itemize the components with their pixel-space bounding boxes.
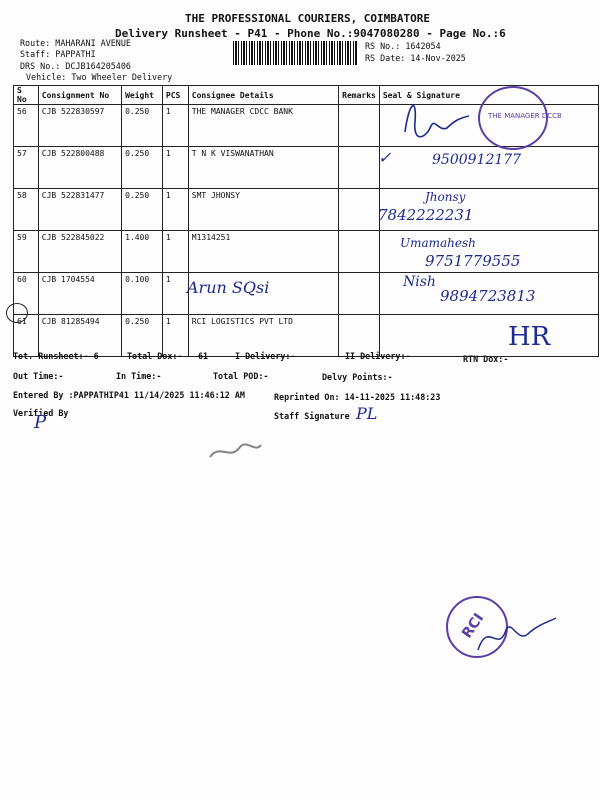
handwritten-phone-59: 9751779555	[425, 252, 521, 270]
total-pod: Total POD:-	[213, 371, 269, 381]
cell-consignment: CJB 522845022	[38, 231, 121, 273]
handwritten-phone-58: 7842222231	[378, 206, 474, 224]
handwritten-phone-57: 9500912177	[432, 152, 522, 168]
tot-runsheet: Tot. Runsheet:- 6	[13, 351, 99, 361]
out-time: Out Time:-	[13, 371, 64, 381]
cell-sno: 59	[14, 231, 39, 273]
cell-weight: 0.250	[122, 147, 163, 189]
rci-signature-icon	[470, 610, 560, 660]
cell-weight: 0.250	[122, 105, 163, 147]
company-title: THE PROFESSIONAL COURIERS, COIMBATORE	[185, 12, 431, 25]
header-consignment: Consignment No	[38, 86, 121, 105]
cell-weight: 1.400	[122, 231, 163, 273]
header-pcs: PCS	[162, 86, 188, 105]
cell-sno: 60	[14, 273, 39, 315]
cell-consignment: CJB 522800488	[38, 147, 121, 189]
verified-by: Verified By	[13, 408, 69, 418]
cell-consignee: THE MANAGER CDCC BANK	[188, 105, 338, 147]
drs-number: DRS No.: DCJB164205406	[20, 61, 131, 71]
header-seal-signature: Seal & Signature	[379, 86, 598, 105]
cell-pcs: 1	[162, 147, 188, 189]
seal-stamp-icon	[478, 86, 562, 150]
cell-remarks	[339, 273, 380, 315]
staff-signature-initials: PL	[356, 404, 378, 423]
cell-consignee: M1314251	[188, 231, 338, 273]
cell-pcs: 1	[162, 273, 188, 315]
header-weight: Weight	[122, 86, 163, 105]
delvy-points: Delvy Points:-	[322, 372, 393, 382]
reprinted-on: Reprinted On: 14-11-2025 11:48:23	[274, 392, 441, 402]
entered-by: Entered By :PAPPATHIP41 11/14/2025 11:46:12 AM	[13, 390, 245, 400]
cell-consignee: RCI LOGISTICS PVT LTD	[188, 315, 338, 357]
sno-61-circle-mark	[6, 303, 28, 323]
rs-number: RS No.: 1642054	[365, 41, 441, 51]
cell-consignee: SMT JHONSY	[188, 189, 338, 231]
barcode	[233, 41, 358, 65]
ink-smudge-icon	[205, 435, 265, 465]
cell-pcs: 1	[162, 105, 188, 147]
cell-remarks	[339, 231, 380, 273]
staff-signature-label: Staff Signature	[274, 411, 350, 421]
cell-remarks	[339, 147, 380, 189]
rtn-dox: RTN Dox:-	[463, 354, 509, 364]
cell-sno: 58	[14, 189, 39, 231]
i-delivery: I Delivery:-	[235, 351, 296, 361]
cell-weight: 0.250	[122, 189, 163, 231]
staff-label: Staff: PAPPATHI	[20, 49, 96, 59]
total-dox-label: Total Dox:-	[127, 351, 183, 361]
in-time: In Time:-	[116, 371, 162, 381]
header-sno: S No	[14, 86, 39, 105]
cell-sno: 61	[14, 315, 39, 357]
header-remarks: Remarks	[339, 86, 380, 105]
rci-stamp-text: RCI	[459, 610, 488, 642]
cell-pcs: 1	[162, 231, 188, 273]
cell-consignment: CJB 1704554	[38, 273, 121, 315]
handwritten-name-58: Jhonsy	[425, 190, 466, 204]
cell-weight: 0.100	[122, 273, 163, 315]
vehicle-label: Vehicle: Two Wheeler Delivery	[26, 72, 173, 82]
route-label: Route: MAHARANI AVENUE	[20, 38, 131, 48]
cell-sno: 56	[14, 105, 39, 147]
ii-delivery: II Delivery:-	[345, 351, 411, 361]
handwritten-name-59: Umamahesh	[400, 236, 476, 250]
runsheet-title: Delivery Runsheet - P41 - Phone No.:9047080280 - Page No.:6	[115, 27, 506, 40]
cell-remarks	[339, 189, 380, 231]
total-dox-value: 61	[198, 351, 209, 361]
signature-56-icon	[395, 92, 475, 147]
rs-date: RS Date: 14-Nov-2025	[365, 53, 466, 63]
handwritten-name-60-signature: Nish	[403, 274, 436, 290]
cell-signature	[379, 315, 598, 357]
verified-initial: P	[34, 412, 47, 433]
cell-weight: 0.250	[122, 315, 163, 357]
cell-remarks	[339, 105, 380, 147]
table-row	[14, 189, 599, 231]
hand-mark-57: ✓	[378, 148, 392, 167]
handwritten-initials-61: HR	[508, 322, 551, 352]
cell-pcs: 1	[162, 189, 188, 231]
cell-pcs: 1	[162, 315, 188, 357]
seal-stamp-text: THE MANAGER DCCB	[488, 112, 562, 120]
cell-consignment: CJB 522831477	[38, 189, 121, 231]
cell-consignment: CJB 522830597	[38, 105, 121, 147]
cell-consignee: T N K VISWANATHAN	[188, 147, 338, 189]
handwritten-name-60-remarks: Arun SQsi	[187, 278, 270, 297]
header-consignee: Consignee Details	[188, 86, 338, 105]
handwritten-phone-60: 9894723813	[440, 287, 536, 305]
cell-sno: 57	[14, 147, 39, 189]
cell-consignment: CJB 81285494	[38, 315, 121, 357]
